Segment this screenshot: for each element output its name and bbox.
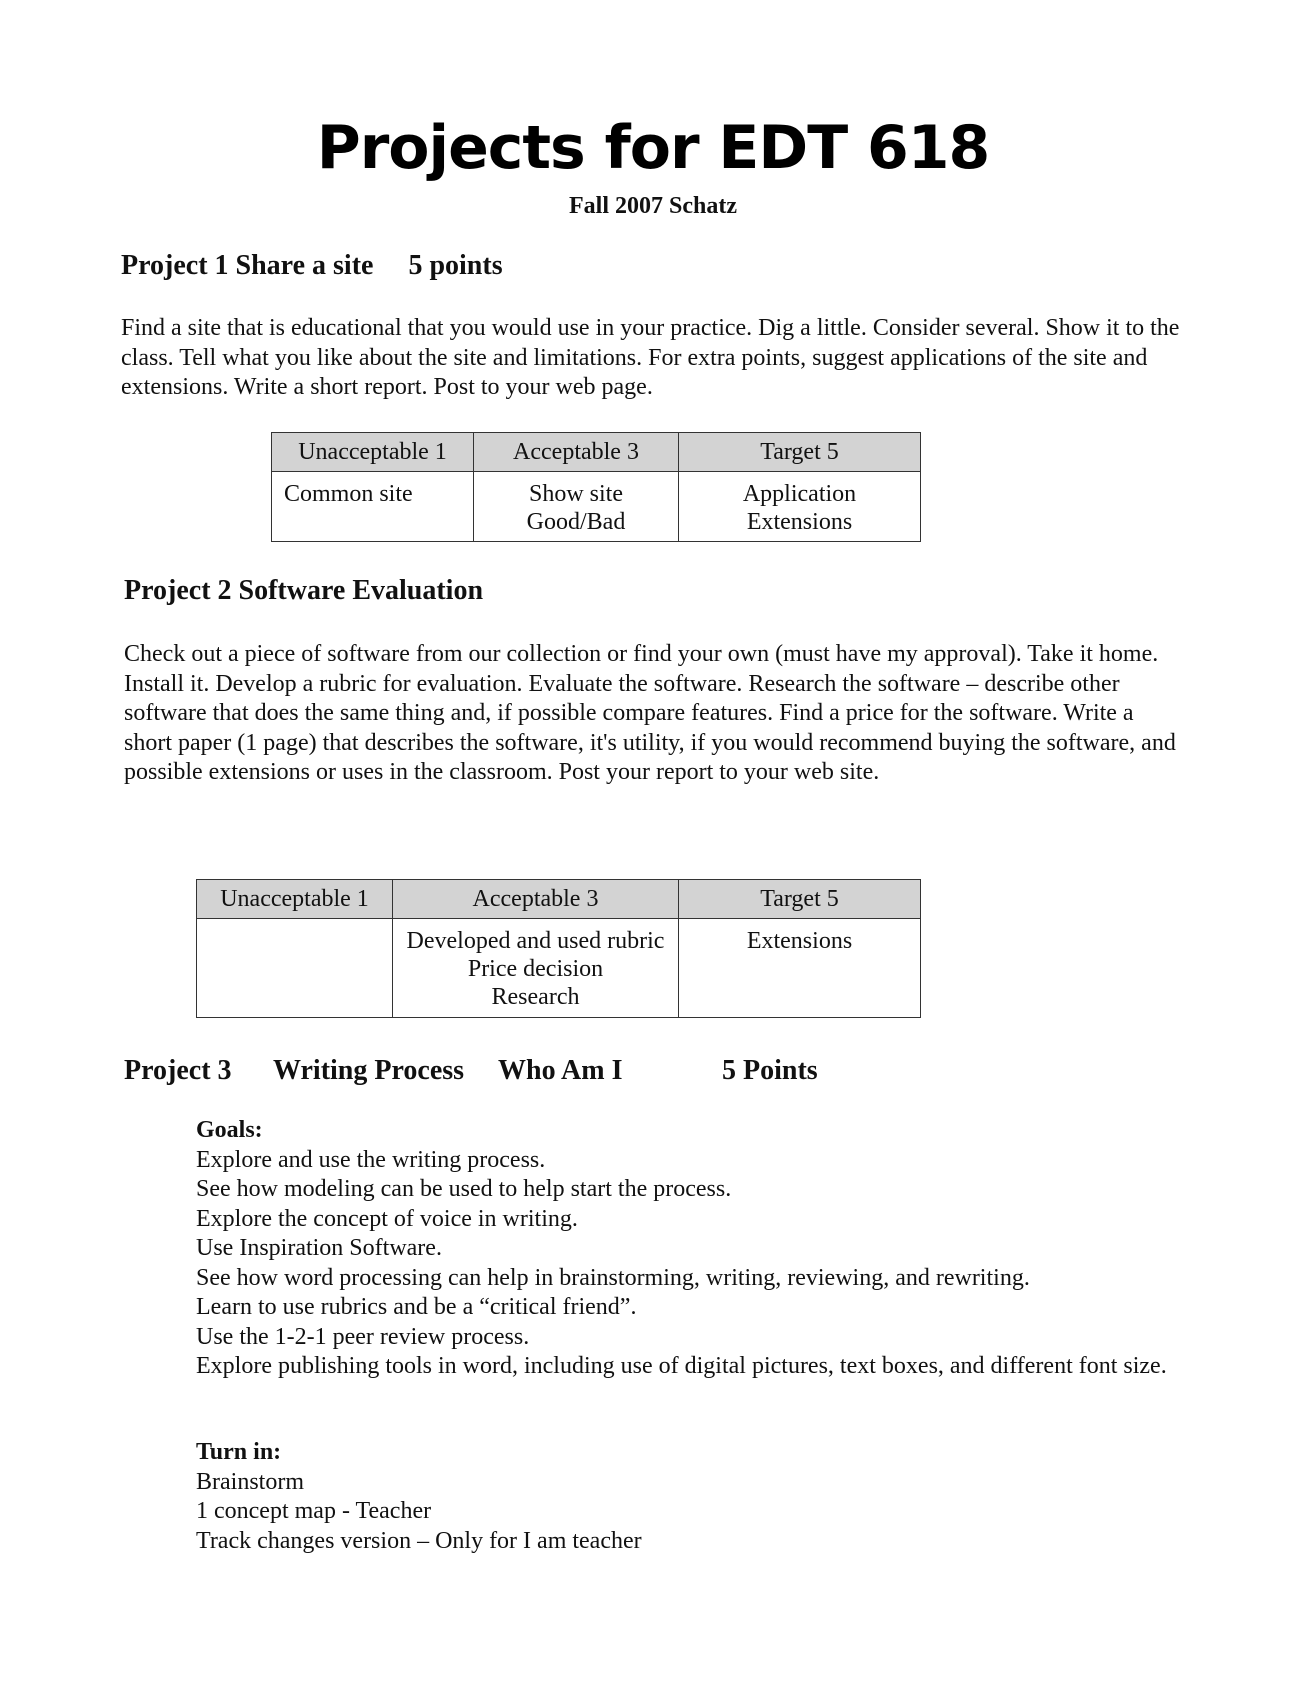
rubric-header-target: Target 5 [679,433,921,472]
rubric-cell-line: Common site [284,481,413,507]
rubric-cell-line: Price decision [467,956,604,982]
rubric-header-unacceptable: Unacceptable 1 [197,880,393,919]
project3-heading-title: Who Am I [498,1055,623,1086]
project3-heading-points: 5 Points [722,1055,818,1086]
project3-goals [196,1116,1186,1382]
project3-heading-number: Project 3 [124,1055,232,1086]
project2-description-text: Check out a piece of software from our collection or find your own (must have my approval). Take it home. Install it. Develop a rubric for evaluation. Evaluate the software. Research the software – describe other software that does the same thing and, if possible compare features. Find a price for the software. Write a short paper (1 page) that describes the software, it's utility, if you would recommend buying the software, and possible extensions or uses in the classroom. Post your report to your web site. [124,641,1176,785]
rubric-header-unacceptable: Unacceptable 1 [272,433,474,472]
rubric-cell-line: Application [742,481,857,507]
rubric-cell-line: Show site [528,481,623,507]
project1-rubric-header-row [272,433,921,472]
rubric-cell-line: Extensions [746,509,853,535]
goals-label: Goals: [196,1117,263,1143]
document-title: Projects for EDT 618 [316,113,990,183]
goal-item: Use Inspiration Software. [196,1235,442,1261]
turn-in-item: Brainstorm [196,1468,304,1495]
project3-turn-in [196,1438,1186,1556]
rubric-cell-line: Research [491,984,580,1010]
project1-heading: Project 1 Share a site 5 points [121,250,503,281]
rubric-cell-line: Extensions [746,928,853,954]
goal-item: Learn to use rubrics and be a “critical friend”. [196,1294,637,1320]
project1-rubric-row [272,472,921,542]
rubric-cell-line: Developed and used rubric [406,928,665,954]
rubric-header-acceptable: Acceptable 3 [393,880,679,919]
rubric-header-target: Target 5 [679,880,921,919]
turn-in-item: 1 concept map - Teacher [196,1498,432,1524]
project3-heading-topic: Writing Process [273,1055,465,1086]
goals-list [196,1146,1186,1382]
rubric-cell-unacceptable [272,472,474,542]
turn-in-label: Turn in: [196,1439,282,1465]
rubric-cell-acceptable [393,919,679,1018]
project2-rubric-table [196,879,921,1018]
goal-item: Use the 1-2-1 peer review process. [196,1323,530,1350]
rubric-cell-acceptable [474,472,679,542]
goal-item: See how modeling can be used to help start the process. [196,1176,732,1202]
project1-description-text: Find a site that is educational that you would use in your practice. Dig a little. Consider several. Show it to the class. Tell what you like about the site and limitations. For extra points, suggest applications of the site and extensions. Write a short report. Post to your web page. [121,315,1180,400]
rubric-cell-line: Good/Bad [526,509,626,535]
turn-in-item: Track changes version – Only for I am teacher [196,1527,642,1554]
project1-rubric-table [271,432,921,542]
turn-in-list [196,1468,1186,1557]
rubric-cell-target [679,472,921,542]
project2-rubric-row [197,919,921,1018]
project1-description [121,314,1181,403]
project2-heading: Project 2 Software Evaluation [124,575,484,606]
goal-item: See how word processing can help in brainstorming, writing, reviewing, and rewriting. [196,1264,1030,1291]
rubric-cell-target [679,919,921,1018]
document-subtitle: Fall 2007 Schatz [569,193,737,219]
goal-item: Explore and use the writing process. [196,1146,546,1173]
project2-rubric-header-row [197,880,921,919]
goal-item: Explore the concept of voice in writing. [196,1205,578,1232]
goal-item: Explore publishing tools in word, including use of digital pictures, text boxes, and different font size. [196,1353,1167,1379]
rubric-header-acceptable: Acceptable 3 [474,433,679,472]
project2-description [124,640,1186,788]
rubric-cell-unacceptable [197,919,393,1018]
